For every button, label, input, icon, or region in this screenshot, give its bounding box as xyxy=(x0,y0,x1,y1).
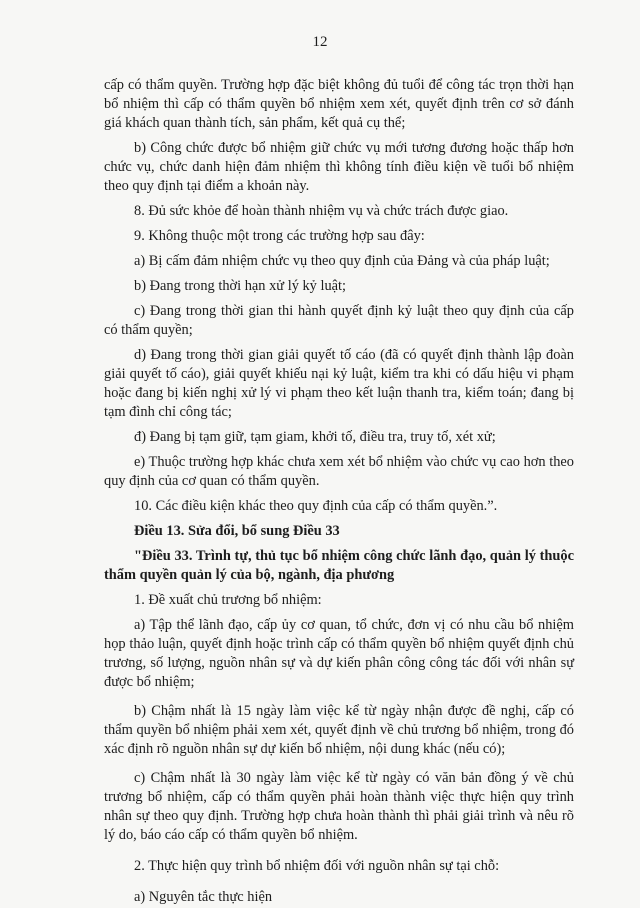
paragraph: 8. Đủ sức khỏe để hoàn thành nhiệm vụ và chức trách được giao. xyxy=(134,203,509,219)
paragraph: a) Tập thể lãnh đạo, cấp ủy cơ quan, tổ chức, đơn vị có nhu cầu bổ nhiệm họp thảo luận, quyết định hoặc trình cấp có thẩm quyền bổ nhiệm quyết định chủ trương, số lượng, nguồn nhân sự và dự kiến phân công công tác đối với nhân sự được bổ nhiệm; xyxy=(104,617,574,690)
paragraph: c) Đang trong thời gian thi hành quyết định kỷ luật theo quy định của cấp có thẩm quyền; xyxy=(104,303,574,338)
paragraph: 10. Các điều kiện khác theo quy định của cấp có thẩm quyền.”. xyxy=(134,498,498,514)
paragraph: b) Đang trong thời hạn xử lý kỷ luật; xyxy=(134,278,347,294)
paragraph: 1. Đề xuất chủ trương bổ nhiệm: xyxy=(134,592,322,608)
paragraph: c) Chậm nhất là 30 ngày làm việc kể từ ngày có văn bản đồng ý về chủ trương bổ nhiệm, cấp có thẩm quyền phải hoàn thành việc thực hiện quy trình nhân sự theo quy định. Trường hợp chưa hoàn thành thì phải giải trình và nêu rõ lý do, báo cáo cấp có thẩm quyền bổ nhiệm. xyxy=(104,770,574,843)
article-heading: Điều 13. Sửa đổi, bổ sung Điều 33 xyxy=(134,523,340,539)
paragraph: a) Bị cấm đảm nhiệm chức vụ theo quy định của Đảng và của pháp luật; xyxy=(134,253,550,269)
page-number: 12 xyxy=(312,34,328,50)
paragraph: d) Đang trong thời gian giải quyết tố cáo (đã có quyết định thành lập đoàn giải quyết tố cáo), giải quyết khiếu nại kỷ luật, kiểm tra khi có dấu hiệu vi phạm hoặc đang bị kiến nghị xử lý vi phạm theo kết luận thanh tra, kiểm toán; đang bị tạm đình chỉ công tác; xyxy=(104,347,574,420)
page-body xyxy=(104,76,574,907)
paragraph: b) Công chức được bổ nhiệm giữ chức vụ mới tương đương hoặc thấp hơn chức vụ, chức danh hiện đảm nhiệm thì không tính điều kiện về tuổi bổ nhiệm theo quy định tại điểm a khoản này. xyxy=(104,140,574,194)
paragraph: 2. Thực hiện quy trình bổ nhiệm đối với nguồn nhân sự tại chỗ: xyxy=(134,858,500,874)
article-title: "Điều 33. Trình tự, thủ tục bổ nhiệm công chức lãnh đạo, quản lý thuộc thẩm quyền quản lý của bộ, ngành, địa phương xyxy=(104,548,574,583)
paragraph: đ) Đang bị tạm giữ, tạm giam, khởi tố, điều tra, truy tố, xét xử; xyxy=(134,429,496,445)
paragraph: a) Nguyên tắc thực hiện xyxy=(134,889,273,905)
paragraph: 9. Không thuộc một trong các trường hợp sau đây: xyxy=(134,228,425,244)
paragraph: b) Chậm nhất là 15 ngày làm việc kể từ ngày nhận được đề nghị, cấp có thẩm quyền bổ nhiệm phải xem xét, quyết định về chủ trương bổ nhiệm, trong đó xác định rõ nguồn nhân sự dự kiến bổ nhiệm, nội dung khác (nếu có); xyxy=(104,703,574,757)
paragraph: e) Thuộc trường hợp khác chưa xem xét bổ nhiệm vào chức vụ cao hơn theo quy định của cơ quan có thẩm quyền. xyxy=(104,454,574,489)
paragraph: cấp có thẩm quyền. Trường hợp đặc biệt không đủ tuổi để công tác trọn thời hạn bổ nhiệm thì cấp có thẩm quyền bổ nhiệm xem xét, quyết định trên cơ sở đánh giá khách quan thành tích, sản phẩm, kết quả cụ thể; xyxy=(104,77,574,131)
